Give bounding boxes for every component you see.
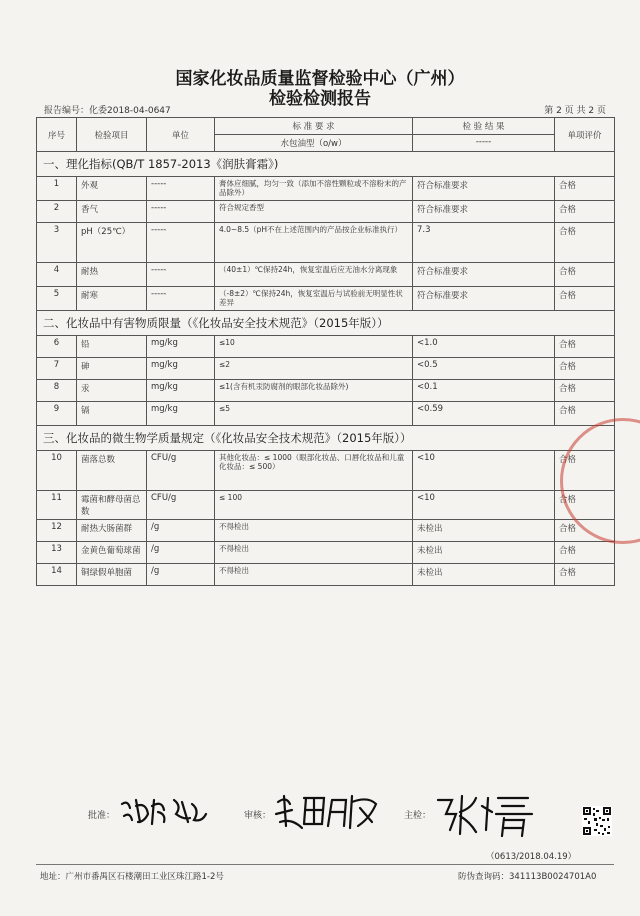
table-row (37, 491, 615, 520)
main-inspector-signature (432, 790, 542, 838)
unit: mg/kg (147, 380, 215, 402)
table-row (37, 177, 615, 201)
result: 符合标准要求 (413, 287, 555, 311)
table-row (37, 287, 615, 311)
test-item: 耐热大肠菌群 (77, 520, 147, 542)
evaluation: 合格 (555, 336, 615, 358)
evaluation: 合格 (555, 491, 615, 520)
unit: mg/kg (147, 336, 215, 358)
test-item: 耐热 (77, 263, 147, 287)
test-item: 铅 (77, 336, 147, 358)
footer-address: 地址：广州市番禺区石楼潮田工业区珠江路1-2号 (40, 872, 224, 882)
table-row (37, 223, 615, 263)
footer-divider (36, 864, 614, 865)
test-item: 外观 (77, 177, 147, 201)
requirement: （40±1）℃保持24h，恢复室温后应无油水分离现象 (215, 263, 413, 287)
row-number: 4 (37, 263, 77, 287)
evaluation: 合格 (555, 358, 615, 380)
table-row (37, 336, 615, 358)
row-number: 2 (37, 201, 77, 223)
evaluation: 合格 (555, 520, 615, 542)
row-number: 1 (37, 177, 77, 201)
row-number: 9 (37, 402, 77, 426)
test-item: 镉 (77, 402, 147, 426)
requirement: 4.0~8.5（pH不在上述范围内的产品按企业标准执行） (215, 223, 413, 263)
page-info: 第 2 页 共 2 页 (544, 106, 606, 116)
table-row (37, 380, 615, 402)
result: <0.1 (413, 380, 555, 402)
requirement: 符合规定香型 (215, 201, 413, 223)
review-label: 审核： (244, 811, 272, 821)
section-row (37, 426, 615, 451)
table-row (37, 358, 615, 380)
evaluation: 合格 (555, 451, 615, 491)
unit: ----- (147, 287, 215, 311)
anti-fake-code: 防伪查询码：341113B0024701A0 (458, 872, 597, 882)
test-item: 金黄色葡萄球菌 (77, 542, 147, 564)
table-row (37, 402, 615, 426)
row-number: 10 (37, 451, 77, 491)
section-title: 一、理化指标(QB/T 1857-2013《润肤膏霜》) (37, 152, 615, 177)
unit: ----- (147, 223, 215, 263)
result: 未检出 (413, 564, 555, 586)
requirement: ≤1(含有机汞防腐剂的眼部化妆品除外) (215, 380, 413, 402)
row-number: 13 (37, 542, 77, 564)
evaluation: 合格 (555, 177, 615, 201)
report-number: 报告编号：化委2018-04-0647 (44, 106, 171, 116)
table-row (37, 263, 615, 287)
evaluation: 合格 (555, 201, 615, 223)
table-header-row (37, 118, 615, 135)
col-header-evaluation: 单项评价 (555, 118, 615, 152)
col-header-result: 检 验 结 果 (413, 118, 555, 135)
table-row (37, 520, 615, 542)
test-item: 耐寒 (77, 287, 147, 311)
unit: /g (147, 564, 215, 586)
evaluation: 合格 (555, 380, 615, 402)
row-number: 8 (37, 380, 77, 402)
report-title: 国家化妆品质量监督检验中心（广州） (175, 69, 465, 89)
result: <0.59 (413, 402, 555, 426)
result: <1.0 (413, 336, 555, 358)
test-item: 菌落总数 (77, 451, 147, 491)
unit: /g (147, 542, 215, 564)
table-row (37, 542, 615, 564)
col-header-unit: 单位 (147, 118, 215, 152)
unit: mg/kg (147, 358, 215, 380)
result: 符合标准要求 (413, 177, 555, 201)
requirement: 其他化妆品：≤ 1000（眼部化妆品、口唇化妆品和儿童化妆品：≤ 500） (215, 451, 413, 491)
test-item: 霉菌和酵母菌总数 (77, 491, 147, 520)
unit: ----- (147, 263, 215, 287)
result: 符合标准要求 (413, 263, 555, 287)
row-number: 11 (37, 491, 77, 520)
sub-header-type: 水包油型（o/w） (215, 135, 413, 152)
requirement: （-8±2）℃保持24h，恢复室温后与试验前无明显性状差异 (215, 287, 413, 311)
unit: CFU/g (147, 451, 215, 491)
result: 符合标准要求 (413, 201, 555, 223)
unit: mg/kg (147, 402, 215, 426)
evaluation: 合格 (555, 542, 615, 564)
test-item: pH（25℃） (77, 223, 147, 263)
requirement: 膏体应细腻，均匀一致（添加不溶性颗粒或不溶粉末的产品除外） (215, 177, 413, 201)
unit: ----- (147, 201, 215, 223)
result: 未检出 (413, 520, 555, 542)
main-inspector-label: 主检： (404, 811, 432, 821)
row-number: 3 (37, 223, 77, 263)
section-title: 三、化妆品的微生物学质量规定（《化妆品安全技术规范》（2015年版）） (37, 426, 615, 451)
result: <10 (413, 451, 555, 491)
report-code: （0613/2018.04.19） (486, 852, 577, 862)
evaluation: 合格 (555, 263, 615, 287)
row-number: 12 (37, 520, 77, 542)
col-header-requirement: 标 准 要 求 (215, 118, 413, 135)
col-header-no: 序号 (37, 118, 77, 152)
result: <0.5 (413, 358, 555, 380)
requirement: ≤10 (215, 336, 413, 358)
requirement: ≤5 (215, 402, 413, 426)
row-number: 14 (37, 564, 77, 586)
result: <10 (413, 491, 555, 520)
test-item: 香气 (77, 201, 147, 223)
requirement: ≤ 100 (215, 491, 413, 520)
requirement: 不得检出 (215, 542, 413, 564)
row-number: 5 (37, 287, 77, 311)
section-row (37, 152, 615, 177)
requirement: ≤2 (215, 358, 413, 380)
report-subtitle: 检验检测报告 (269, 89, 371, 109)
requirement: 不得检出 (215, 564, 413, 586)
unit: ----- (147, 177, 215, 201)
test-item: 铜绿假单胞菌 (77, 564, 147, 586)
result: 7.3 (413, 223, 555, 263)
section-title: 二、化妆品中有害物质限量（《化妆品安全技术规范》（2015年版）） (37, 311, 615, 336)
test-item: 汞 (77, 380, 147, 402)
row-number: 6 (37, 336, 77, 358)
report-table (36, 117, 615, 586)
evaluation: 合格 (555, 287, 615, 311)
evaluation: 合格 (555, 223, 615, 263)
qr-code (582, 806, 612, 836)
approve-label: 批准： (88, 811, 116, 821)
unit: CFU/g (147, 491, 215, 520)
table-row (37, 201, 615, 223)
sub-header-result: ----- (413, 135, 555, 152)
section-row (37, 311, 615, 336)
result: 未检出 (413, 542, 555, 564)
row-number: 7 (37, 358, 77, 380)
review-signature (272, 788, 382, 832)
evaluation: 合格 (555, 402, 615, 426)
table-row (37, 451, 615, 491)
table-row (37, 564, 615, 586)
evaluation: 合格 (555, 564, 615, 586)
col-header-item: 检验项目 (77, 118, 147, 152)
unit: /g (147, 520, 215, 542)
test-item: 砷 (77, 358, 147, 380)
requirement: 不得检出 (215, 520, 413, 542)
approve-signature (118, 792, 208, 828)
